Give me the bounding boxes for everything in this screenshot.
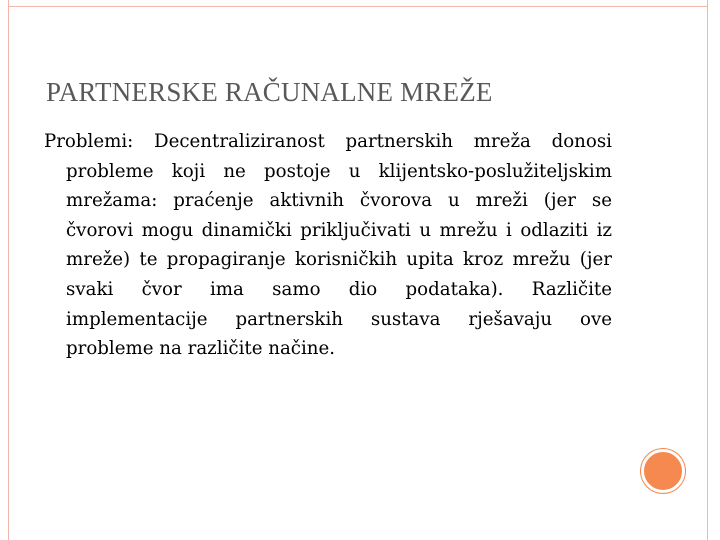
slide-border-top	[8, 6, 707, 7]
slide-border-left	[8, 0, 9, 540]
slide-border-right	[707, 0, 708, 540]
slide-body-text: Problemi: Decentraliziranost partnerskih mreža donosi probleme koji ne postoje u klijentsko-poslužiteljskim mrežama: praćenje aktivnih čvorova u mreži (jer se čvorovi mogu dinamički priključivati u mrežu i odlaziti iz mreže) te propagiranje korisničkih upita kroz mrežu (jer svaki čvor ima samo dio podataka). Različite implementacije partnerskih sustava rješavaju ove probleme na različite načine.	[44, 131, 612, 360]
slide-title: PARTNERSKE RAČUNALNE MREŽE	[46, 77, 493, 107]
decorative-circle-icon	[641, 449, 685, 493]
